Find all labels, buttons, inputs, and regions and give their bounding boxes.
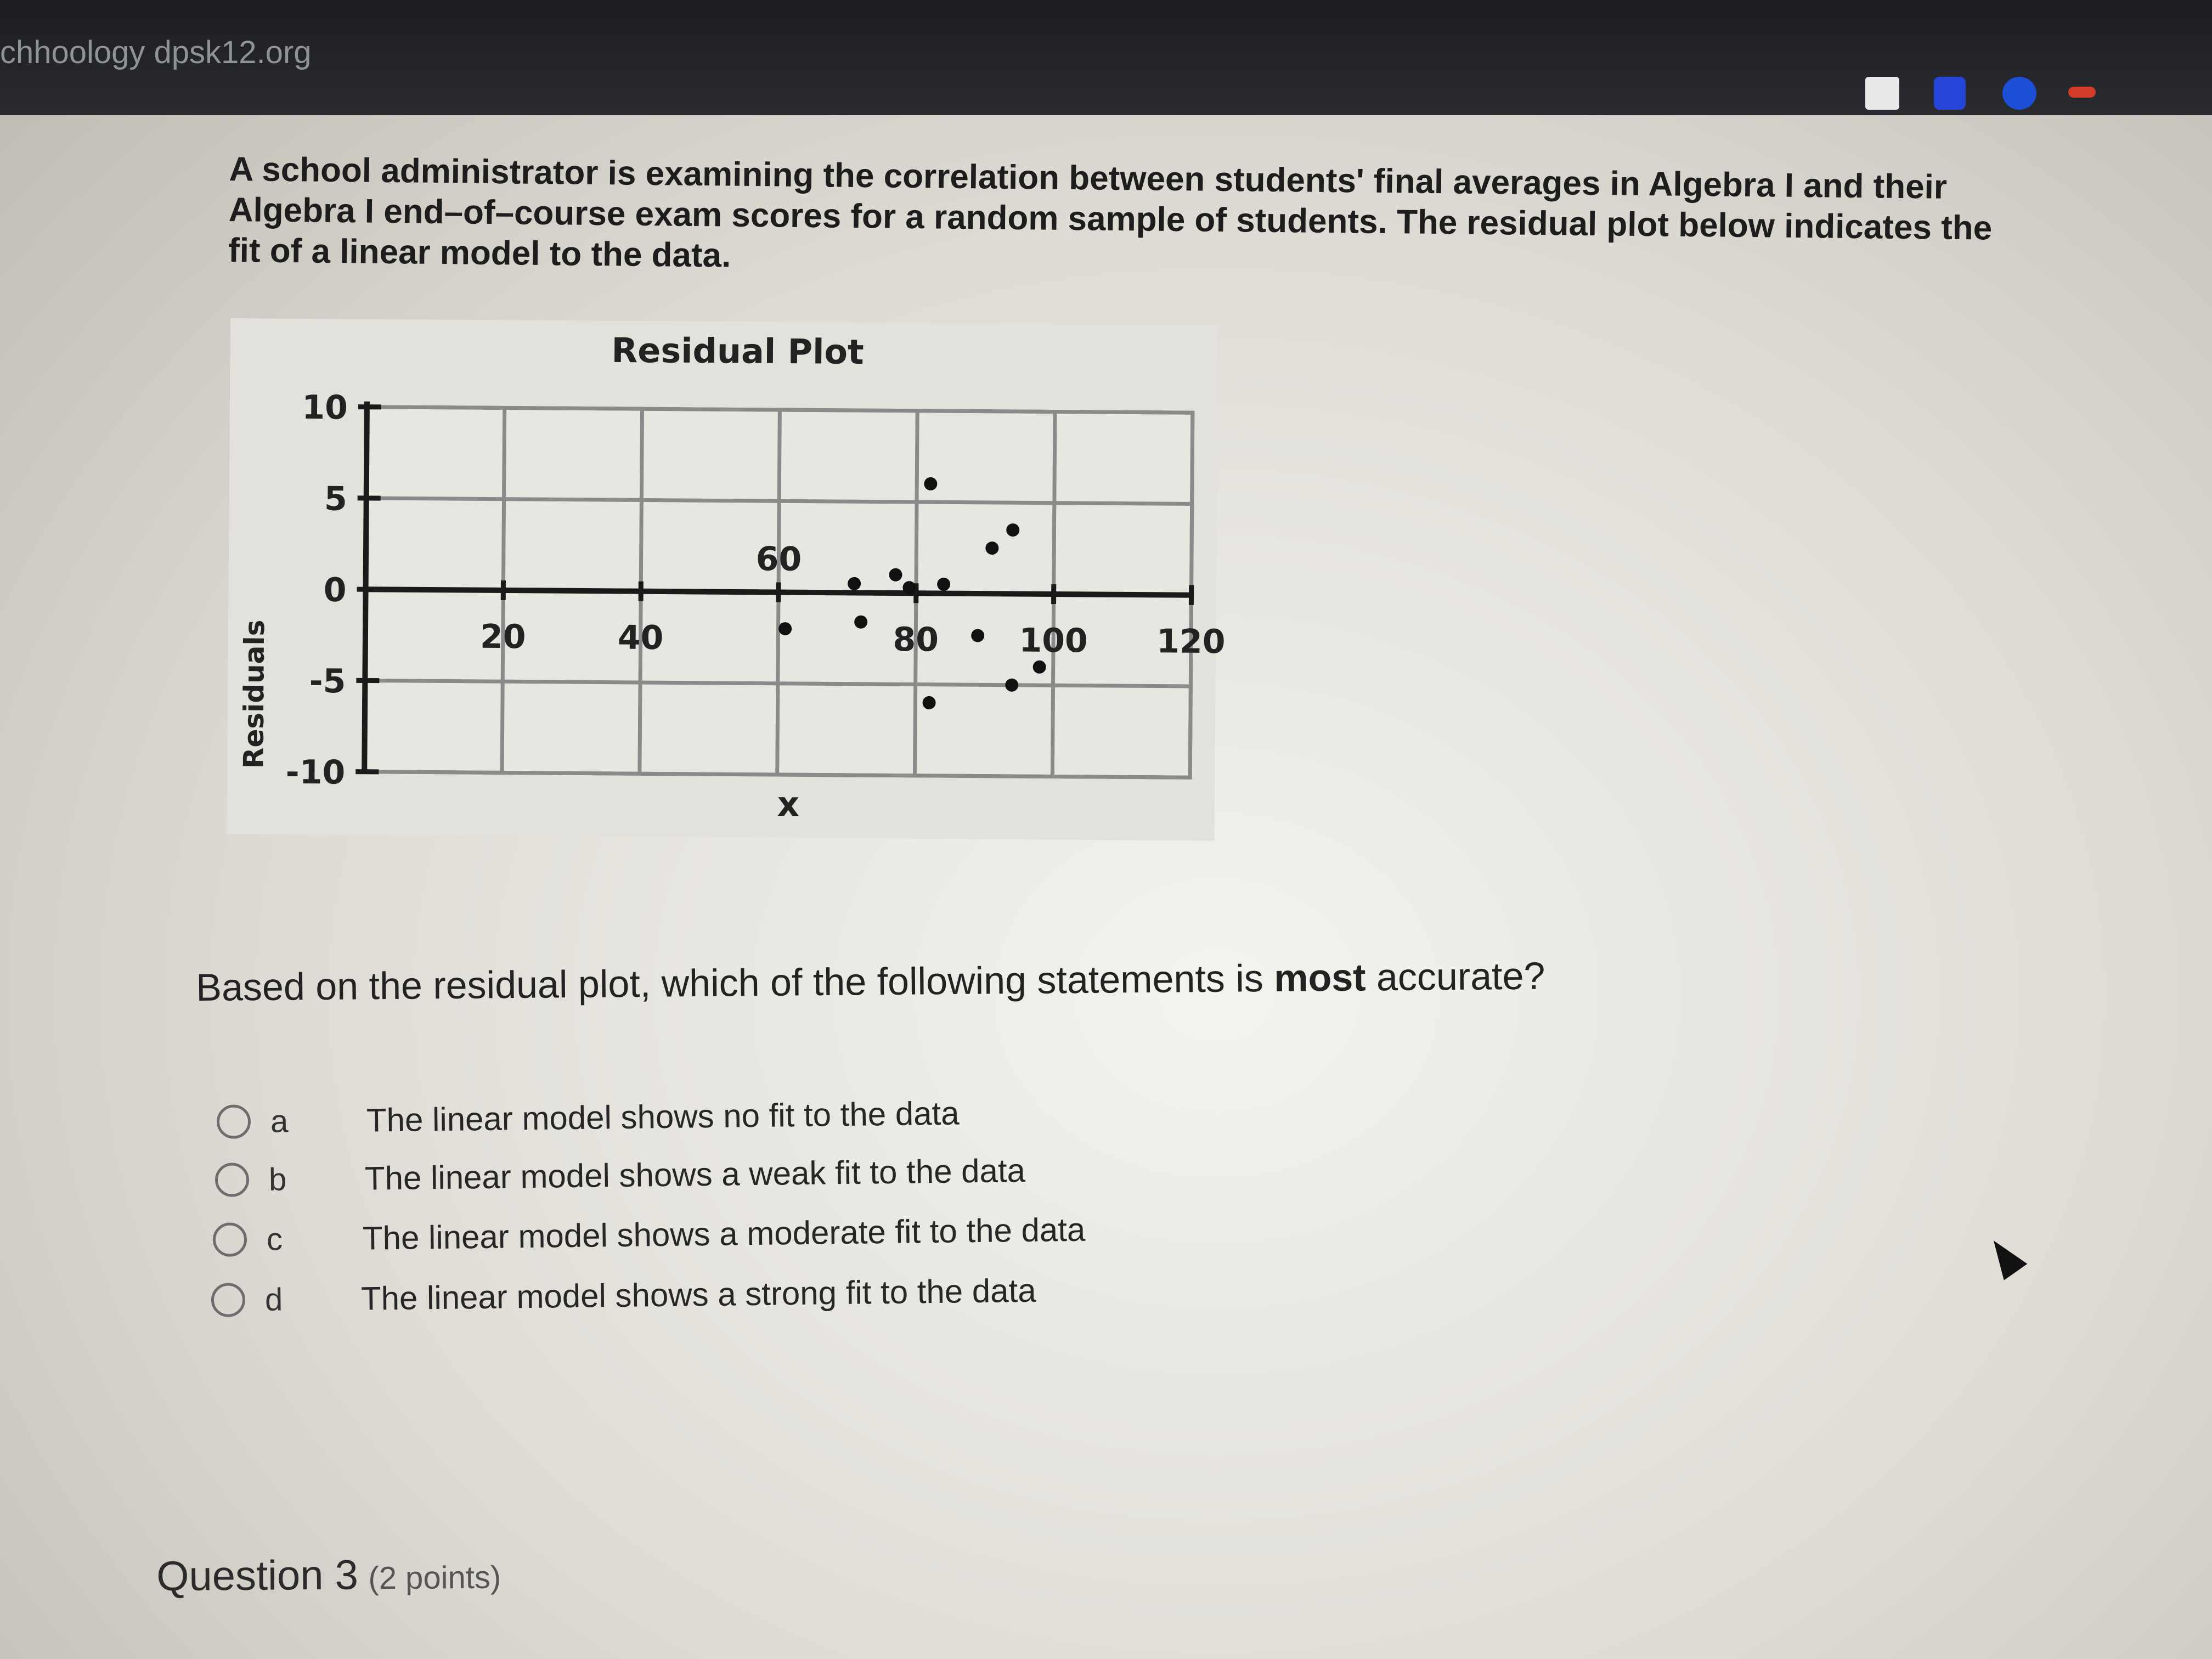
y-tick-label-0: 0 <box>323 571 347 610</box>
option-a-text[interactable]: The linear model shows no fit to the data <box>366 1094 960 1139</box>
extension-blue-icon[interactable] <box>1934 77 1966 110</box>
data-point-11 <box>1006 523 1019 537</box>
option-a-letter: a <box>270 1103 289 1139</box>
option-b[interactable] <box>215 1146 1025 1205</box>
option-c-text[interactable]: The linear model shows a moderate fit to the data <box>362 1211 1086 1257</box>
residual-plot-figure <box>227 318 1226 841</box>
data-point-12 <box>1005 679 1018 692</box>
data-point-1 <box>778 622 792 635</box>
y-tick-label-5: 5 <box>324 479 347 518</box>
residual-plot <box>227 318 1226 841</box>
x-axis-label: x <box>777 783 800 825</box>
y-tick-label--10: -10 <box>285 753 346 792</box>
option-c-letter: c <box>266 1221 283 1257</box>
question-prompt: A school administrator is examining the correlation between students' final averages in Algebra I and their Algebra I end–of–course exam scores for a random sample of students. The residual plot below indicates the fit of a linear model to the data. <box>228 150 1993 275</box>
data-point-13 <box>1033 661 1046 674</box>
x-tick-label-40: 40 <box>617 618 664 658</box>
data-point-2 <box>848 577 861 590</box>
address-bar-url[interactable]: chhoology dpsk12.org <box>0 35 312 70</box>
option-d-letter: d <box>264 1281 283 1318</box>
y-tick-label-10: 10 <box>302 388 348 427</box>
x-tick-label-120: 120 <box>1156 622 1226 662</box>
data-point-8 <box>937 578 950 591</box>
option-b-text[interactable]: The linear model shows a weak fit to the data <box>364 1152 1026 1197</box>
data-point-10 <box>985 541 998 555</box>
question-footer <box>156 1550 501 1600</box>
radio-a-icon[interactable] <box>217 1104 251 1139</box>
data-point-3 <box>854 616 867 629</box>
option-a[interactable] <box>216 1088 960 1147</box>
data-point-9 <box>971 629 984 642</box>
option-b-letter: b <box>268 1161 287 1198</box>
y-tick-label--5: -5 <box>309 662 346 701</box>
x-tick-label-60: 60 <box>755 540 802 579</box>
question-number: Question 3 <box>156 1551 359 1600</box>
radio-b-icon[interactable] <box>215 1163 250 1197</box>
radio-c-icon[interactable] <box>213 1222 247 1257</box>
sub-question-text: Based on the residual plot, which of the following statements is <box>196 956 1274 1009</box>
extension-round-icon[interactable] <box>2002 77 2036 110</box>
data-point-7 <box>922 696 935 709</box>
y-axis-label: Residuals <box>238 619 271 769</box>
question-points: (2 points) <box>368 1559 501 1596</box>
data-point-4 <box>889 568 902 582</box>
option-d[interactable] <box>211 1266 1036 1325</box>
extension-red-icon[interactable] <box>2063 77 2101 110</box>
data-point-6 <box>924 477 937 490</box>
sub-question-emphasis: most <box>1273 956 1366 1000</box>
chart-title: Residual Plot <box>611 330 864 373</box>
sub-question-text-end: accurate? <box>1365 954 1545 999</box>
browser-toolbar <box>0 0 2212 115</box>
radio-d-icon[interactable] <box>211 1283 246 1317</box>
extension-cast-icon[interactable] <box>1865 77 1899 110</box>
x-tick-label-100: 100 <box>1019 621 1088 661</box>
option-d-text[interactable]: The linear model shows a strong fit to the data <box>360 1272 1036 1317</box>
y-axis-line <box>364 402 367 772</box>
data-point-5 <box>902 581 916 594</box>
x-tick-label-80: 80 <box>893 620 939 659</box>
x-tick-label-20: 20 <box>479 617 526 657</box>
